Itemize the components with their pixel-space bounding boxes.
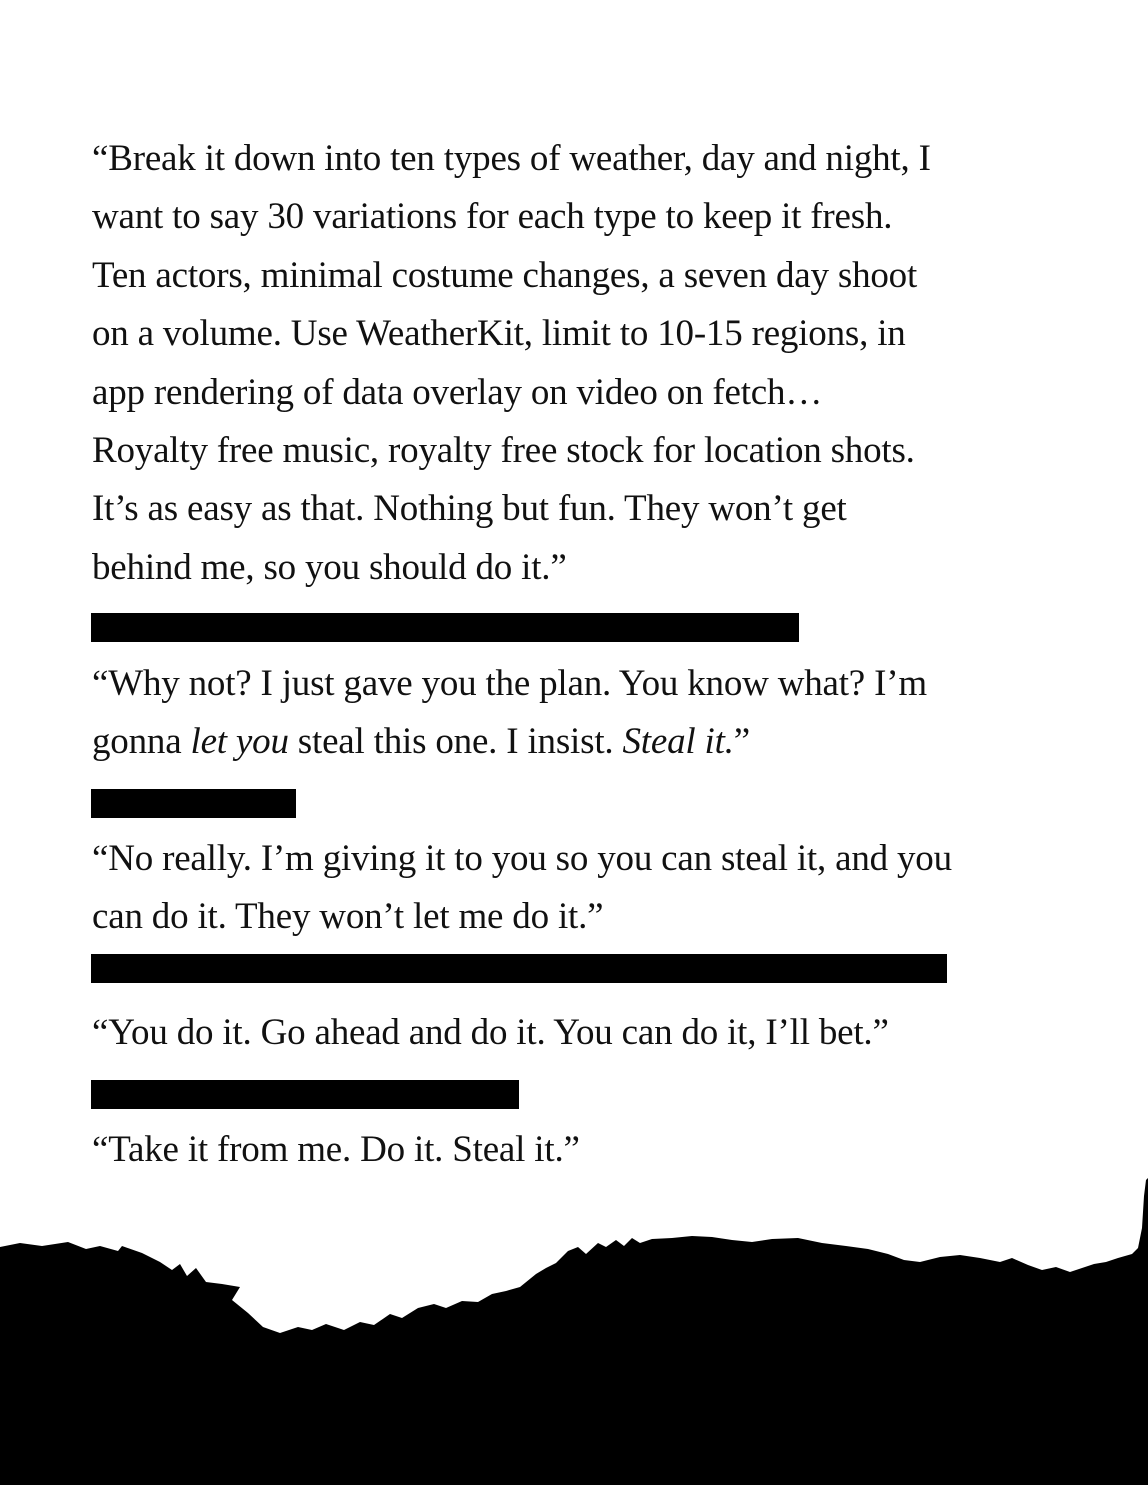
text-line: app rendering of data overlay on video on fetch… — [92, 371, 823, 413]
text-line: Ten actors, minimal costume changes, a seven day shoot — [92, 254, 918, 296]
italic-emphasis: let you — [190, 721, 289, 763]
text-line: Royalty free music, royalty free stock for location shots. — [92, 430, 915, 472]
text-line: on a volume. Use WeatherKit, limit to 10-15 regions, in — [92, 313, 906, 355]
text-line: can do it. They won’t let me do it.” — [92, 896, 604, 938]
text-line: behind me, so you should do it.” — [92, 546, 567, 588]
text-line: “Why not? I just gave you the plan. You know what? I’m — [92, 663, 927, 704]
ridge-shape — [0, 1178, 1148, 1485]
italic-emphasis: Steal it. — [622, 721, 734, 763]
text-run: gonna — [92, 721, 191, 763]
text-run: steal this one. I insist. — [288, 721, 623, 763]
text-line: “Take it from me. Do it. Steal it.” — [92, 1129, 580, 1170]
text-line: want to say 30 variations for each type to keep it fresh. — [92, 196, 893, 238]
text-line: It’s as easy as that. Nothing but fun. They won’t get — [92, 488, 847, 530]
text-line: “No really. I’m giving it to you so you can steal it, and you — [92, 838, 952, 879]
text-line: “You do it. Go ahead and do it. You can do it, I’ll bet.” — [92, 1012, 889, 1053]
text-line: “Break it down into ten types of weather, day and night, I — [92, 138, 931, 179]
text-run: ” — [733, 721, 750, 763]
